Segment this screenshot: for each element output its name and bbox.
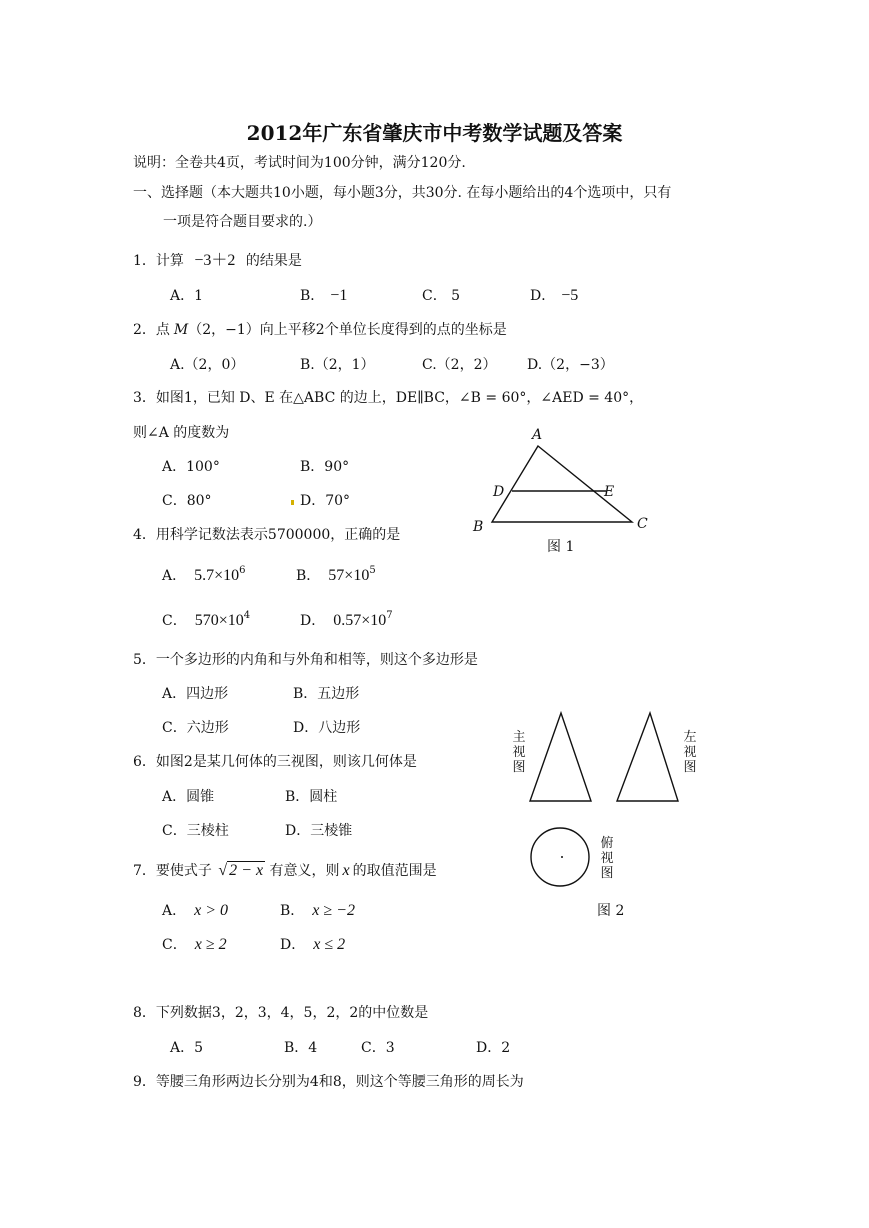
q7-option-c: C． x ≥ 2 (162, 936, 227, 953)
question-6: 6．如图2是某几何体的三视图，则该几何体是 (133, 754, 417, 770)
question-1 (133, 252, 302, 270)
question-3: 3．如图1，已知 D、E 在△ABC 的边上，DE∥BC，∠B = 60°，∠AED = 40°， (133, 390, 644, 406)
fig1-label-a: A (532, 427, 543, 443)
q1-stem: 1．计算 (133, 253, 184, 269)
fig2-top-label: 俯 视 图 (600, 836, 614, 881)
fig2-left-view (616, 711, 680, 803)
question-3-line2: 则∠A 的度数为 (133, 425, 230, 441)
q7-option-d: D． x ≤ 2 (280, 936, 346, 953)
q2-option-c: C.（2，2） (422, 357, 497, 373)
figure-1-triangle (490, 444, 650, 534)
q4-option-d: D． $0.57\times 10^7$ (300, 610, 393, 629)
q4-option-a: A． $5.7\times 10^6$ (162, 565, 246, 584)
fig1-label-e: E (604, 484, 615, 500)
q8-option-c: C．3 (361, 1040, 395, 1056)
q6-option-c: C．三棱柱 (162, 823, 229, 839)
fig2-caption: 图 2 (597, 903, 625, 919)
question-2: 2．点 M（2，−1）向上平移2个单位长度得到的点的坐标是 (133, 322, 507, 338)
stray-mark (291, 500, 294, 505)
fig1-label-c: C (637, 516, 648, 532)
q2-option-d: D.（2，−3） (527, 357, 614, 373)
page-title: 2012年广东省肇庆市中考数学试题及答案 (246, 121, 623, 145)
q1-option-a: A．1 (170, 288, 204, 304)
q4-option-b: B． $57\times 10^5$ (296, 565, 376, 584)
q5-option-c: C．六边形 (162, 720, 229, 736)
q3-option-c: C．80° (162, 493, 212, 509)
q8-option-a: A．5 (170, 1040, 204, 1056)
q1-option-c: C． 5 (422, 288, 461, 304)
q6-option-d: D．三棱锥 (285, 823, 353, 839)
question-8: 8．下列数据3，2，3，4，5，2，2的中位数是 (133, 1005, 429, 1021)
question-9: 9．等腰三角形两边长分别为4和8，则这个等腰三角形的周长为 (133, 1074, 524, 1090)
question-7: 7．要使式子 √ 2 − x 有意义，则 x 的取值范围是 (133, 862, 437, 879)
q6-option-b: B．圆柱 (285, 789, 338, 805)
q8-option-b: B．4 (284, 1040, 318, 1056)
fig2-front-view (529, 711, 593, 803)
section-heading-line2: 一项是符合题目要求的.） (163, 214, 322, 230)
q1-tail: 的结果是 (245, 253, 302, 269)
fig2-left-label: 左 视 图 (683, 730, 697, 775)
q1-option-b: B． −1 (300, 287, 348, 304)
q3-option-b: B．90° (300, 459, 350, 475)
q1-option-d: D． −5 (530, 287, 579, 304)
q2-point: M (173, 322, 189, 338)
q4-option-c: C． $570\times 10^4$ (162, 610, 251, 629)
fig1-label-d: D (493, 484, 505, 500)
q8-option-d: D．2 (476, 1040, 511, 1056)
q5-option-a: A．四边形 (162, 686, 229, 702)
fig1-label-b: B (473, 519, 484, 535)
q7-sqrt: √ 2 − x (218, 862, 264, 879)
fig1-caption: 图 1 (547, 539, 575, 555)
instructions: 说明：全卷共4页，考试时间为100分钟，满分120分. (133, 155, 466, 171)
q6-option-a: A．圆锥 (162, 789, 215, 805)
q2-option-a: A.（2，0） (170, 357, 245, 373)
fig2-front-label: 主 视 图 (512, 730, 526, 775)
q3-option-d: D．70° (300, 493, 351, 509)
q7-option-a: A． x > 0 (162, 902, 229, 919)
fig2-top-view (529, 827, 593, 891)
q7-option-b: B． x ≥ −2 (280, 902, 355, 919)
q3-option-a: A．100° (162, 459, 220, 475)
question-5: 5．一个多边形的内角和与外角和相等，则这个多边形是 (133, 652, 478, 668)
q2-option-b: B.（2，1） (300, 357, 375, 373)
section-heading-line1: 一、选择题（本大题共10小题，每小题3分，共30分. 在每小题给出的4个选项中，只有 (133, 185, 672, 201)
q5-option-b: B．五边形 (293, 686, 360, 702)
q1-expression: −3＋2 (194, 252, 236, 269)
question-4: 4．用科学记数法表示5700000，正确的是 (133, 527, 401, 543)
q5-option-d: D．八边形 (293, 720, 361, 736)
